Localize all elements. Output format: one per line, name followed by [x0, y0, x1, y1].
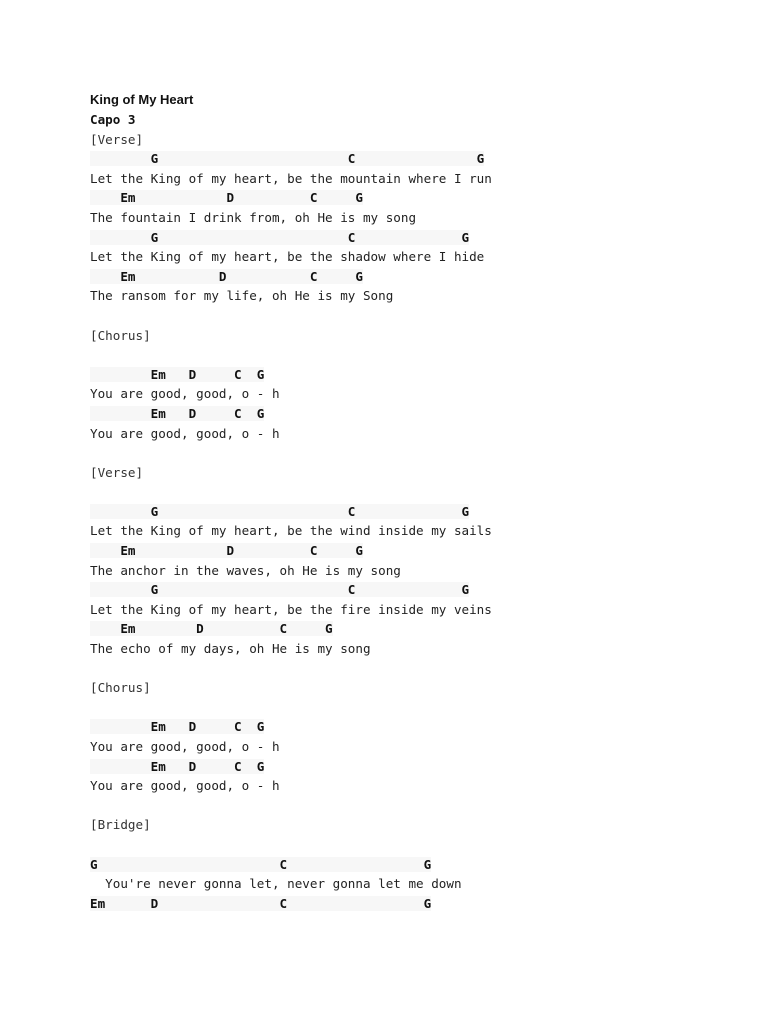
lyric-line: The fountain I drink from, oh He is my song — [90, 209, 417, 225]
chord-text: Em D C G — [90, 543, 363, 559]
chord-line — [90, 365, 690, 385]
lyric-line: Let the King of my heart, be the mountain where I run — [90, 170, 492, 186]
chord-text: Em D C G — [90, 366, 265, 382]
blank-line — [90, 659, 690, 679]
chord-text: G C G — [90, 151, 485, 167]
section-header: [Bridge] — [90, 817, 151, 833]
chord-text: Em D C G — [90, 268, 363, 284]
chord-text: Em D C G — [90, 758, 265, 774]
chord-text: G C G — [90, 856, 432, 872]
chord-line — [90, 894, 690, 914]
chord-line — [90, 757, 690, 777]
lyric-line: Let the King of my heart, be the wind inside my sails — [90, 523, 492, 539]
lyric-line: You are good, good, o - h — [90, 778, 280, 794]
lyric-line: The ransom for my life, oh He is my Song — [90, 288, 394, 304]
blank-line — [90, 345, 690, 365]
chord-line — [90, 855, 690, 875]
section-header: [Chorus] — [90, 680, 151, 696]
blank-line — [90, 698, 690, 718]
blank-line — [90, 443, 690, 463]
chord-line — [90, 580, 690, 600]
chord-text: G C G — [90, 503, 470, 519]
chord-line — [90, 188, 690, 208]
blank-line — [90, 796, 690, 816]
chord-text: Em D C G — [90, 190, 363, 206]
chord-text: Em D C G — [90, 895, 432, 911]
song-title: King of My Heart — [90, 92, 194, 107]
chord-line — [90, 228, 690, 248]
capo-line: Capo 3 — [90, 112, 136, 127]
section-header: [Chorus] — [90, 327, 151, 343]
lyric-line: You are good, good, o - h — [90, 386, 280, 402]
chord-text: Em D C G — [90, 405, 265, 421]
lyric-line: Let the King of my heart, be the shadow where I hide — [90, 249, 485, 265]
chord-sheet — [90, 90, 690, 913]
chord-line — [90, 149, 690, 169]
chord-line — [90, 267, 690, 287]
blank-line — [90, 835, 690, 855]
chord-text: Em D C G — [90, 621, 333, 637]
chord-line — [90, 541, 690, 561]
chord-text: G C G — [90, 582, 470, 598]
lyric-line: Let the King of my heart, be the fire inside my veins — [90, 601, 492, 617]
section-header: [Verse] — [90, 464, 144, 480]
lyric-line: The anchor in the waves, oh He is my song — [90, 562, 401, 578]
chord-line — [90, 404, 690, 424]
blank-line — [90, 306, 690, 326]
blank-line — [90, 482, 690, 502]
lyric-line: You're never gonna let, never gonna let me down — [90, 876, 462, 892]
lyric-line: The echo of my days, oh He is my song — [90, 641, 371, 657]
chord-text: G C G — [90, 229, 470, 245]
chord-line — [90, 717, 690, 737]
lyric-line: You are good, good, o - h — [90, 425, 280, 441]
chord-line — [90, 619, 690, 639]
chord-text: Em D C G — [90, 719, 265, 735]
section-header: [Verse] — [90, 131, 144, 147]
lyric-line: You are good, good, o - h — [90, 739, 280, 754]
song-lines — [90, 110, 690, 913]
chord-line — [90, 502, 690, 522]
